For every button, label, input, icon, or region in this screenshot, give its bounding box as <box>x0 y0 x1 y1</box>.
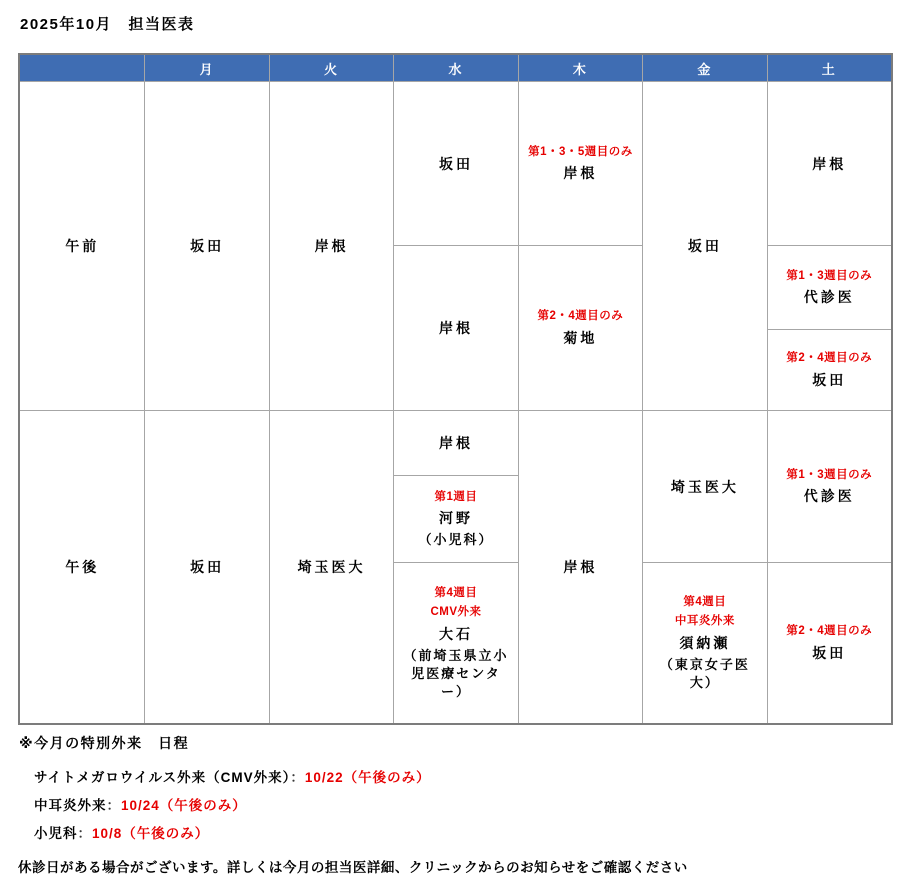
week-restriction-note: 第1・3週目のみ <box>786 269 873 282</box>
doctor-name: 坂田 <box>438 155 473 172</box>
afternoon-saturday-section-2 <box>768 562 891 723</box>
doctor-name: 坂田 <box>812 371 847 388</box>
morning-thursday-bottom-section <box>519 245 642 410</box>
afternoon-wednesday-section-3 <box>394 562 517 723</box>
morning-monday-section <box>145 82 268 410</box>
doctor-name: 菊地 <box>563 329 598 346</box>
special-clinic-item-otitis <box>34 794 247 814</box>
week-restriction-note: 第2・4週目のみ <box>786 625 873 638</box>
doctor-name: 河野 <box>438 510 473 527</box>
cell-morning-friday <box>642 82 766 410</box>
doctor-schedule-table <box>18 53 893 725</box>
doctor-name: 坂田 <box>687 238 722 254</box>
doctor-name: 埼玉医大 <box>670 478 739 495</box>
clinic-type-note: 中耳炎外来 <box>674 615 735 628</box>
doctor-name: 岸根 <box>314 238 349 254</box>
row-label-morning-cell <box>20 82 144 410</box>
doctor-name: 代診医 <box>803 289 855 306</box>
morning-saturday-section-3 <box>768 329 891 410</box>
special-clinic-label: サイトメガロウイルス外来（CMV外来） <box>34 770 291 785</box>
week-restriction-note: 第1・3・5週目のみ <box>528 145 633 158</box>
cell-morning-tuesday <box>269 82 393 410</box>
doctor-name: 岸根 <box>563 559 598 575</box>
morning-friday-section <box>643 82 766 410</box>
special-clinic-date: 10/8（午後のみ） <box>92 826 210 841</box>
cell-afternoon-thursday <box>518 411 642 723</box>
special-clinic-date: 10/22（午後のみ） <box>304 770 431 785</box>
week-restriction-note: 第1・3週目のみ <box>786 468 873 481</box>
doctor-name: 岸根 <box>563 165 598 182</box>
morning-saturday-section-1 <box>768 82 891 245</box>
cell-afternoon-saturday <box>767 411 891 723</box>
header-thursday: 木 <box>518 55 642 81</box>
cell-morning-wednesday <box>393 82 517 410</box>
afternoon-tuesday-section <box>270 411 393 723</box>
doctor-name: 代診医 <box>803 488 855 505</box>
page-title: 2025年10月 担当医表 <box>20 16 195 33</box>
afternoon-wednesday-section-2 <box>394 475 517 562</box>
header-wednesday: 水 <box>393 55 517 81</box>
closure-disclaimer: 休診日がある場合がございます。詳しくは今月の担当医詳細、クリニックからのお知らせをご確認ください <box>18 860 688 875</box>
doctor-name: 坂田 <box>190 559 225 575</box>
special-clinic-item-cmv <box>34 766 431 786</box>
cell-afternoon-friday <box>642 411 766 723</box>
doctor-name: 岸根 <box>812 155 847 172</box>
doctor-name: 埼玉医大 <box>297 559 366 575</box>
colon-separator: ： <box>77 826 92 841</box>
morning-tuesday-section <box>270 82 393 410</box>
special-clinic-label: 小児科 <box>34 826 78 841</box>
afternoon-friday-section-2 <box>643 562 766 723</box>
cell-morning-thursday <box>518 82 642 410</box>
doctor-name: 岸根 <box>438 320 473 336</box>
morning-thursday-top-section <box>519 82 642 245</box>
header-monday: 月 <box>144 55 268 81</box>
row-label-morning: 午前 <box>65 238 100 254</box>
cell-afternoon-wednesday <box>393 411 517 723</box>
special-clinic-label: 中耳炎外来 <box>34 798 107 813</box>
afternoon-monday-section <box>145 411 268 723</box>
afternoon-saturday-section-1 <box>768 411 891 562</box>
table-header-row <box>20 55 891 81</box>
colon-separator: ： <box>290 770 305 785</box>
special-clinic-date: 10/24（午後のみ） <box>121 798 247 813</box>
row-label-afternoon: 午後 <box>65 559 100 575</box>
doctor-name: 坂田 <box>812 644 847 661</box>
week-restriction-note: 第1週目 <box>434 490 478 503</box>
cell-afternoon-tuesday <box>269 411 393 723</box>
special-clinic-schedule-title: ※今月の特別外来 日程 <box>19 735 190 751</box>
afternoon-friday-section-1 <box>643 411 766 562</box>
cell-morning-monday <box>144 82 268 410</box>
morning-row <box>20 81 891 410</box>
doctor-name: 大石 <box>438 625 473 642</box>
week-restriction-note: 第2・4週目のみ <box>537 310 624 323</box>
doctor-affiliation: （東京女子医大） <box>659 656 750 691</box>
clinic-type-note: CMV外来 <box>430 606 482 619</box>
header-friday: 金 <box>642 55 766 81</box>
week-restriction-note: 第4週目 <box>434 586 478 599</box>
special-clinic-item-pediatrics <box>34 822 209 842</box>
week-restriction-note: 第2・4週目のみ <box>786 352 873 365</box>
cell-morning-saturday <box>767 82 891 410</box>
afternoon-wednesday-section-1 <box>394 411 517 475</box>
header-tuesday: 火 <box>269 55 393 81</box>
colon-separator: ： <box>106 798 121 813</box>
doctor-name: 岸根 <box>438 435 473 451</box>
doctor-name: 坂田 <box>190 238 225 254</box>
morning-saturday-section-2 <box>768 245 891 329</box>
doctor-affiliation: （前埼玉県立小児医療センター） <box>403 647 509 700</box>
header-saturday: 土 <box>767 55 891 81</box>
morning-wednesday-bottom-section <box>394 245 517 410</box>
afternoon-row <box>20 410 891 723</box>
cell-afternoon-monday <box>144 411 268 723</box>
header-corner-cell <box>20 55 144 81</box>
row-label-afternoon-cell <box>20 411 144 723</box>
doctor-name: 須納瀬 <box>679 634 731 651</box>
week-restriction-note: 第4週目 <box>683 595 727 608</box>
afternoon-thursday-section <box>519 411 642 723</box>
morning-wednesday-top-section <box>394 82 517 245</box>
doctor-affiliation: （小児科） <box>418 532 494 548</box>
